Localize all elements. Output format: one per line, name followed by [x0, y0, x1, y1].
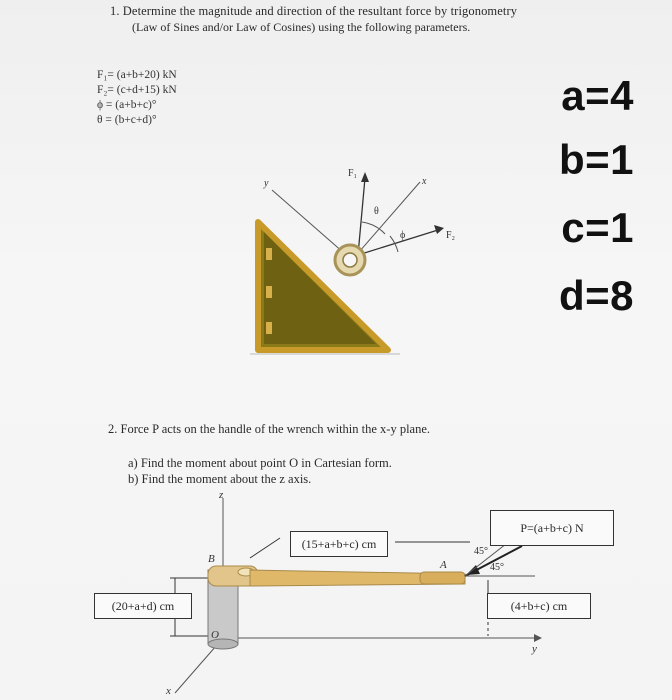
point-o-label: O: [211, 629, 219, 641]
value-c: c=1: [561, 204, 634, 251]
y-axis-label: y: [264, 178, 269, 189]
param-f2: F₂= (c+d+15) kN: [97, 84, 177, 96]
problem2-title: 2. Force P acts on the handle of the wrench within the x-y plane.: [108, 422, 431, 436]
f1-label: F₁: [348, 168, 358, 179]
value-d: d=8: [558, 272, 634, 319]
height-box: (20+a+d) cm: [94, 593, 192, 619]
value-a: a=4: [561, 72, 634, 119]
point-a-label: A: [440, 559, 447, 571]
problem2-part-b: b) Find the moment about the z axis.: [128, 472, 312, 486]
theta-label: θ: [374, 206, 379, 217]
z-axis-label: z: [219, 489, 224, 501]
angle-bottom-label: 45°: [490, 562, 504, 573]
handle-length-box: (15+a+b+c) cm: [290, 531, 388, 557]
x-axis-label-2: x: [166, 685, 171, 697]
phi-label: ϕ: [400, 230, 406, 241]
problem2-part-a: a) Find the moment about point O in Cartesian form.: [128, 456, 392, 470]
angle-top-label: 45°: [474, 546, 488, 557]
point-b-label: B: [208, 553, 215, 565]
problem1-subtitle: (Law of Sines and/or Law of Cosines) using the following parameters.: [132, 20, 471, 34]
value-b: b=1: [558, 136, 634, 183]
bracket-figure: [240, 160, 460, 360]
y-axis-label-2: y: [532, 643, 537, 655]
param-f1: F₁= (a+b+20) kN: [97, 69, 177, 81]
force-box: P=(a+b+c) N: [490, 510, 614, 546]
x-axis-label: x: [422, 176, 427, 187]
param-theta: θ = (b+c+d)°: [97, 114, 157, 126]
offset-box: (4+b+c) cm: [487, 593, 591, 619]
problem1-title: 1. Determine the magnitude and direction of the resultant force by trigonometry: [110, 4, 518, 18]
param-phi: ϕ = (a+b+c)°: [97, 99, 157, 111]
f2-label: F₂: [446, 230, 456, 241]
